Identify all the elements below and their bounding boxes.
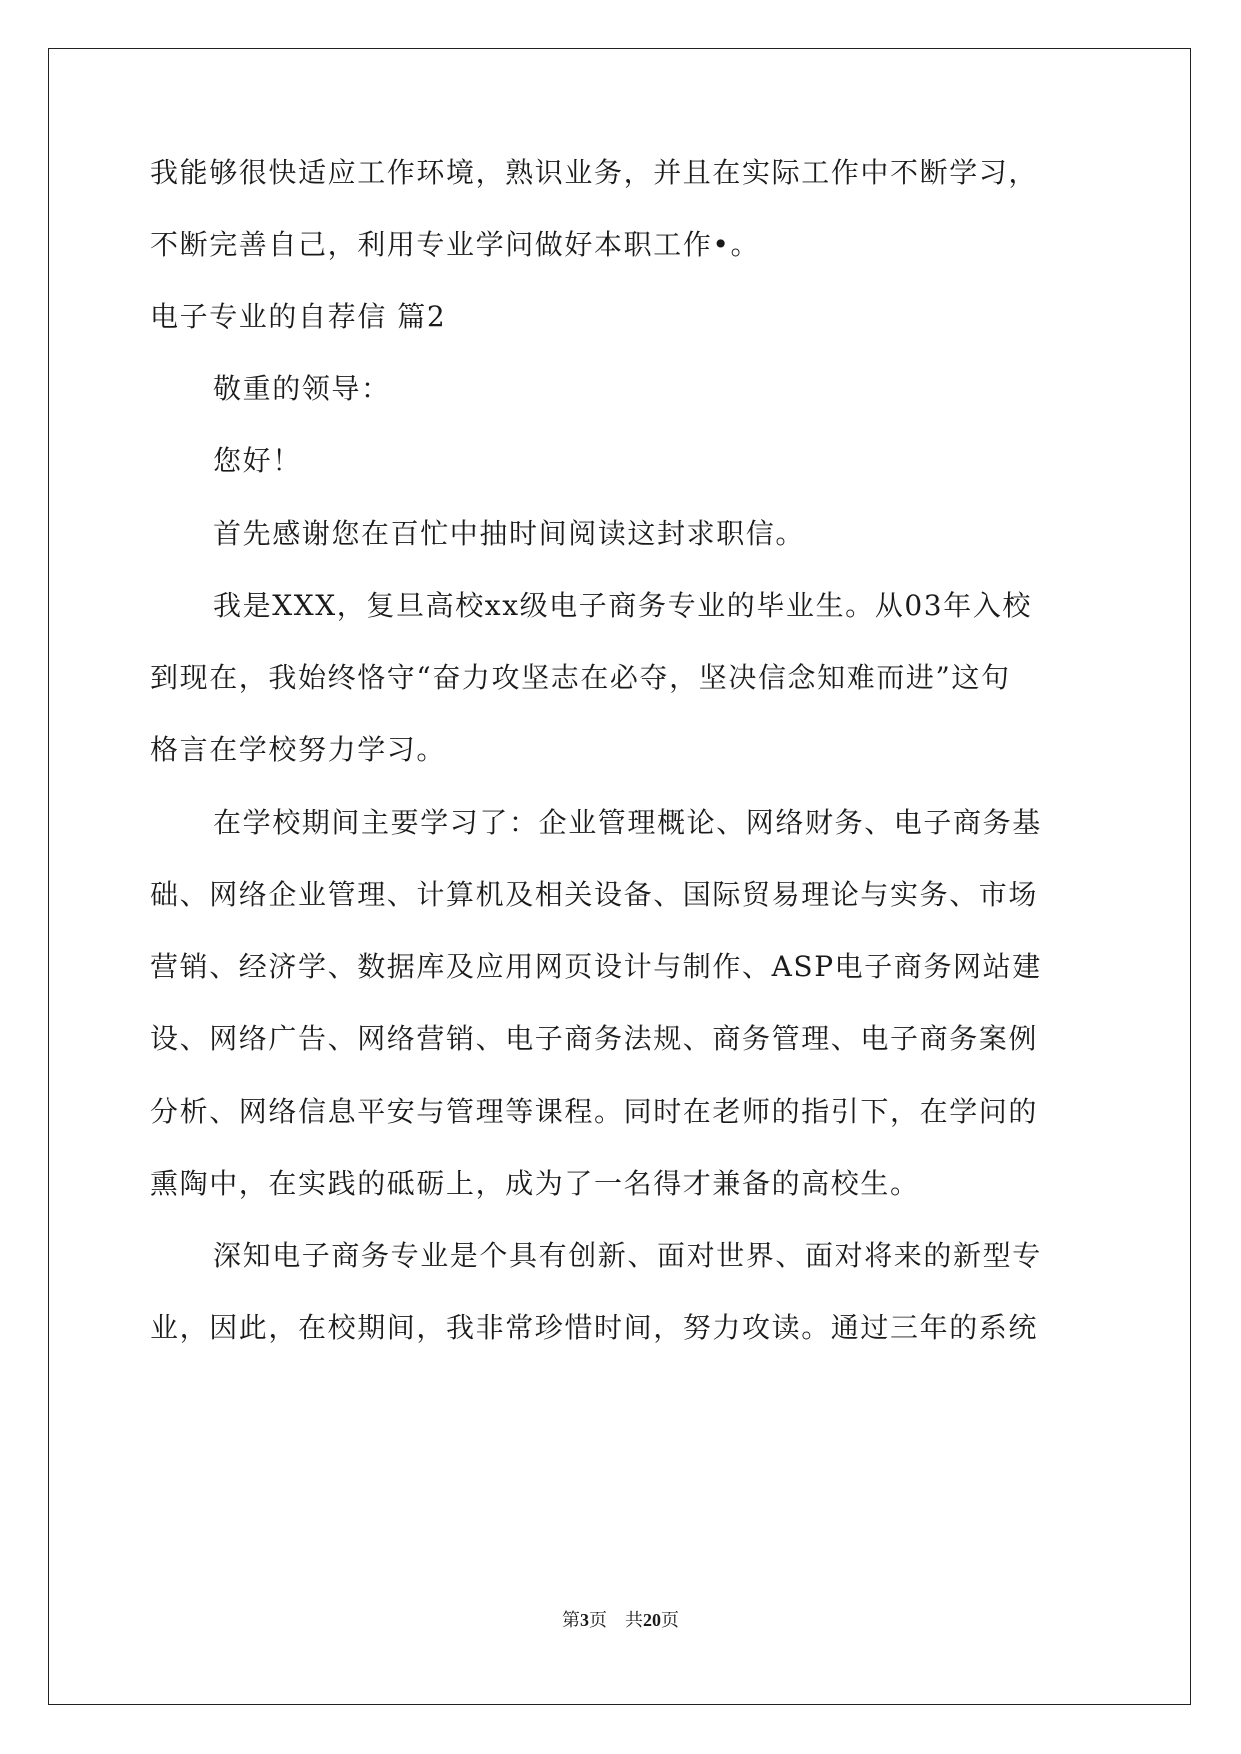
footer-middle: 页 共	[589, 1610, 643, 1630]
page-footer	[0, 1608, 1241, 1632]
footer-suffix: 页	[661, 1610, 679, 1630]
salutation: 敬重的领导：	[213, 372, 391, 405]
body-line: 础、网络企业管理、计算机及相关设备、国际贸易理论与实务、市场	[150, 878, 1039, 911]
body-line: 在学校期间主要学习了：企业管理概论、网络财务、电子商务基	[213, 806, 1042, 839]
footer-prefix: 第	[562, 1610, 580, 1630]
body-line: 格言在学校努力学习。	[150, 733, 447, 766]
body-line: 分析、网络信息平安与管理等课程。同时在老师的指引下，在学问的	[150, 1095, 1039, 1128]
greeting: 您好！	[213, 444, 302, 477]
body-line: 设、网络广告、网络营销、电子商务法规、商务管理、电子商务案例	[150, 1022, 1039, 1055]
footer-total-pages: 20	[643, 1610, 661, 1630]
body-line: 我能够很快适应工作环境，熟识业务，并且在实际工作中不断学习，	[150, 156, 1039, 189]
body-line: 营销、经济学、数据库及应用网页设计与制作、ASP电子商务网站建	[150, 950, 1042, 983]
body-line: 业，因此，在校期间，我非常珍惜时间，努力攻读。通过三年的系统	[150, 1311, 1039, 1344]
body-line: 不断完善自己，利用专业学问做好本职工作•。	[150, 228, 761, 261]
footer-page-number: 3	[580, 1610, 589, 1630]
section-heading: 电子专业的自荐信 篇2	[150, 300, 447, 333]
body-line: 熏陶中，在实践的砥砺上，成为了一名得才兼备的高校生。	[150, 1167, 920, 1200]
body-line: 深知电子商务专业是个具有创新、面对世界、面对将来的新型专	[213, 1239, 1042, 1272]
body-line: 到现在，我始终恪守“奋力攻坚志在必夺，坚决信念知难而进”这句	[150, 661, 1011, 694]
body-line: 我是XXX，复旦高校xx级电子商务专业的毕业生。从03年入校	[213, 589, 1033, 622]
body-line: 首先感谢您在百忙中抽时间阅读这封求职信。	[213, 517, 806, 550]
